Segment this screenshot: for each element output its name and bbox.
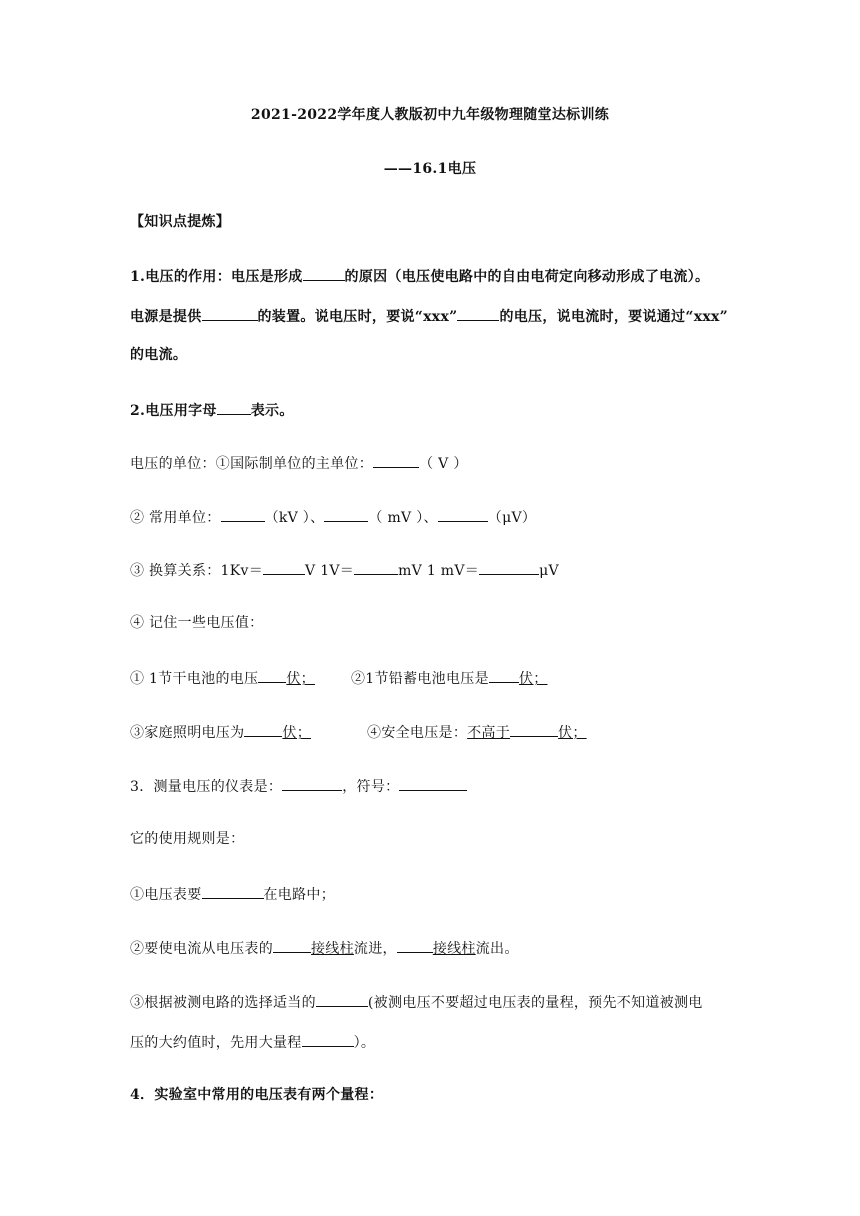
fill-blank — [302, 1032, 354, 1047]
text: 在电路中； — [263, 887, 335, 903]
fill-blank — [221, 507, 265, 522]
paragraph-4: 4．实验室中常用的电压表有两个量程： — [130, 1087, 384, 1103]
fill-blank — [303, 266, 345, 281]
text: 流进， — [353, 941, 397, 957]
fill-blank — [273, 938, 311, 953]
text: （ mV ）、 — [368, 510, 438, 526]
text: 电源是提供 — [130, 309, 202, 325]
text: ②要使电流从电压表的 — [130, 941, 273, 957]
text: 压的大约值时，先用大量程 — [130, 1035, 302, 1051]
fill-blank — [217, 400, 251, 415]
text: 的装置。说电压时，要说“xxx” — [257, 309, 458, 325]
text: （kV ）、 — [264, 510, 325, 526]
voltage-values-line-2 — [130, 722, 587, 742]
paragraph-2 — [130, 400, 294, 420]
document-subtitle: ——16.1电压 — [383, 161, 477, 177]
fill-blank — [354, 560, 398, 575]
fill-blank — [258, 668, 286, 683]
text: （μV） — [487, 510, 537, 526]
text: ② 常用单位： — [130, 510, 221, 526]
text: ①电压表要 — [130, 887, 202, 903]
fill-blank — [202, 884, 264, 899]
document-title: 2021-2022学年度人教版初中九年级物理随堂达标训练 — [250, 107, 610, 123]
fill-blank — [263, 560, 305, 575]
fill-blank — [397, 938, 433, 953]
text: ②1节铅蓄电池电压是 — [350, 671, 489, 687]
text: （ V ） — [419, 456, 468, 472]
text: 伏； — [558, 725, 587, 741]
rule-3-line-2 — [130, 1032, 375, 1052]
text: 2.电压用字母 — [130, 403, 217, 419]
fill-blank — [324, 507, 368, 522]
usage-rules-heading: 它的使用规则是： — [130, 831, 245, 847]
text: 伏； — [518, 671, 548, 687]
text: ③家庭照明电压为 — [130, 725, 245, 741]
text: 电压的单位：①国际制单位的主单位： — [130, 456, 374, 472]
fill-blank — [244, 722, 282, 737]
text: 不高于 — [467, 725, 511, 741]
fill-blank — [479, 560, 539, 575]
text: ）。 — [353, 1035, 376, 1051]
fill-blank — [399, 776, 467, 791]
text: μV — [539, 563, 559, 579]
unit-line — [130, 453, 468, 473]
paragraph-1-line-3: 的电流。 — [130, 347, 188, 363]
text: ① 1节干电池的电压 — [130, 671, 259, 687]
fill-blank — [438, 507, 488, 522]
text: 流出。 — [475, 941, 519, 957]
text: ③ 换算关系：1Kv＝ — [130, 563, 264, 579]
fill-blank — [489, 668, 519, 683]
paragraph-3 — [130, 776, 467, 796]
text: ③根据被测电路的选择适当的 — [130, 995, 316, 1011]
common-units-line — [130, 507, 536, 527]
text: mV 1 mV＝ — [398, 563, 480, 579]
text: (被测电压不要超过电压表的量程，预先不知道被测电 — [367, 995, 703, 1011]
text: 接线柱 — [432, 941, 476, 957]
rule-3-line-1 — [130, 992, 703, 1012]
voltage-values-line-1 — [130, 668, 548, 688]
text: 接线柱 — [311, 941, 354, 957]
remember-values-line: ④ 记住一些电压值： — [130, 615, 264, 631]
fill-blank — [510, 722, 558, 737]
paragraph-1-line-1 — [130, 266, 709, 286]
text: 的电压，说电流时，要说通过“xxx” — [499, 309, 728, 325]
text: 的原因（电压使电路中的自由电荷定向移动形成了电流）。 — [344, 269, 710, 285]
fill-blank — [316, 992, 368, 1007]
paragraph-1-line-2 — [130, 306, 728, 326]
text: V 1V＝ — [305, 563, 355, 579]
text: 伏； — [282, 725, 312, 741]
fill-blank — [282, 776, 342, 791]
text: ，符号： — [342, 779, 400, 795]
conversion-line — [130, 560, 559, 580]
knowledge-heading: 【知识点提炼】 — [130, 214, 231, 230]
text: 1.电压的作用：电压是形成 — [130, 269, 303, 285]
rule-2 — [130, 938, 519, 958]
rule-1 — [130, 884, 335, 904]
text: 表示。 — [250, 403, 294, 419]
fill-blank — [457, 306, 499, 321]
fill-blank — [202, 306, 258, 321]
text: 3．测量电压的仪表是： — [130, 779, 283, 795]
fill-blank — [373, 453, 419, 468]
text: ④安全电压是： — [367, 725, 468, 741]
text: 伏； — [286, 671, 315, 687]
